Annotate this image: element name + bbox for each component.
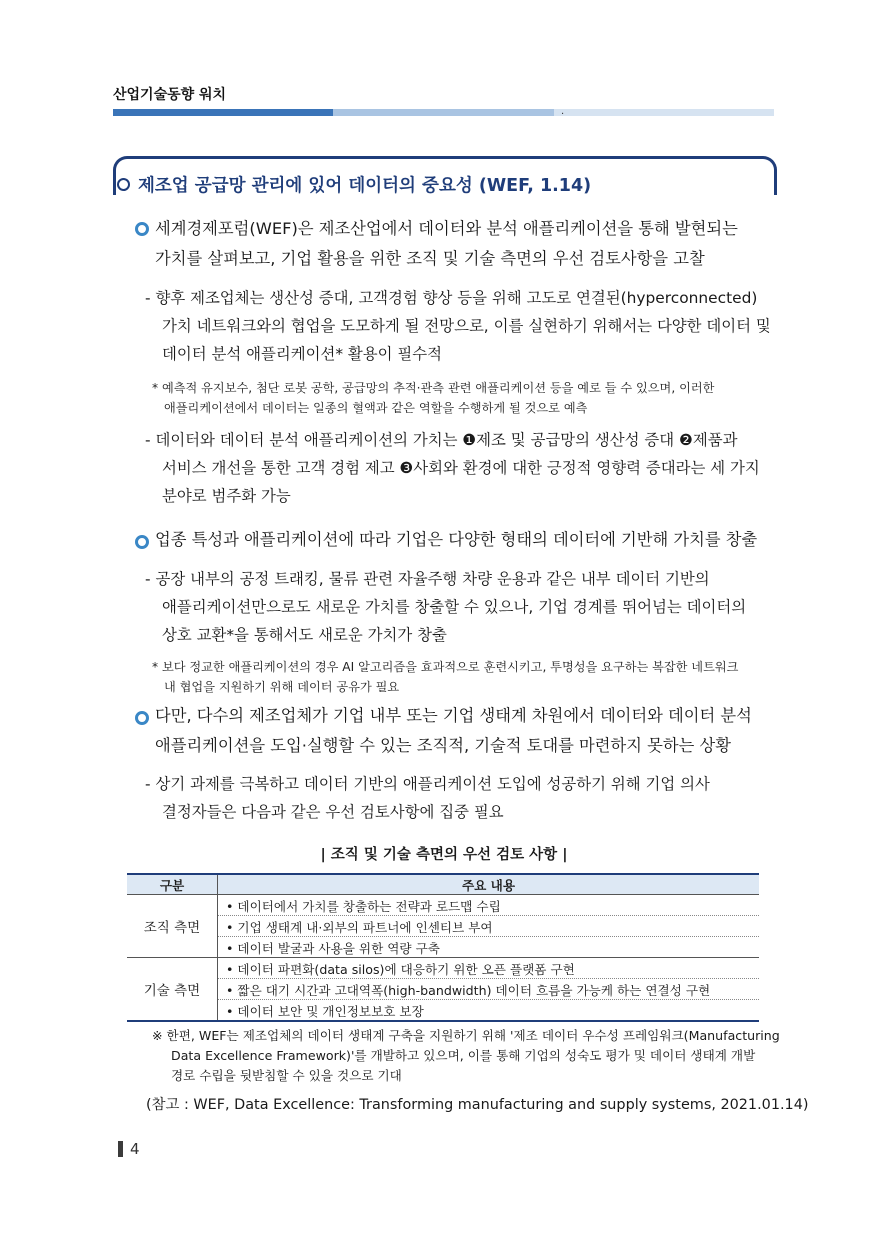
reference-citation: (참고 : WEF, Data Excellence: Transforming manufacturing and supply systems, 2021.01.14) [146,1097,809,1113]
note-2-line-1: * 보다 정교한 애플리케이션의 경우 AI 알고리즘을 효과적으로 훈련시키고, 투명성을 요구하는 복잡한 네트워크 [152,660,739,674]
dash-2-line-1: - 데이터와 데이터 분석 애플리케이션의 가치는 ❶제조 및 공급망의 생산성 증대 ❷제품과 [145,431,738,449]
table-header-category: 구분 [127,874,218,895]
table-row [127,1000,759,1022]
table-row [127,916,759,937]
table-title: | 조직 및 기술 측면의 우선 검토 사항 | [320,847,568,863]
bullet-2-line-1: 업종 특성과 애플리케이션에 따라 기업은 다양한 형태의 데이터에 기반해 가치를 창출 [155,530,758,549]
note-1-line-2: 애플리케이션에서 데이터는 일종의 혈액과 같은 역할을 수행하게 될 것으로 예측 [164,401,588,415]
dash-2-line-2: 서비스 개선을 통한 고객 경험 제고 ❸사회와 환경에 대한 긍정적 영향력 증대라는 세 가지 [162,459,760,477]
running-header: 산업기술동향 워치 [113,87,227,103]
table-cell: • 기업 생태계 내·외부의 파트너에 인센티브 부여 [218,916,760,937]
table-cell: • 데이터 파편화(data silos)에 대응하기 위한 오픈 플랫폼 구현 [218,958,760,979]
dash-1-line-2: 가치 네트워크와의 협업을 도모하게 될 전망으로, 이를 실현하기 위해서는 다양한 데이터 및 [162,317,771,335]
footer-note-line-1: ※ 한편, WEF는 제조업체의 데이터 생태계 구축을 지원하기 위해 '제조 데이터 우수성 프레임워크(Manufacturing [152,1028,780,1043]
bullet-ring-icon [135,535,149,549]
bullet-1-line-2: 가치를 살펴보고, 기업 활용을 위한 조직 및 기술 측면의 우선 검토사항을 고찰 [155,249,705,268]
table-cell: • 데이터 발굴과 사용을 위한 역량 구축 [218,937,760,958]
table-category-cell: 기술 측면 [127,958,218,1022]
header-color-bar [113,109,774,116]
dash-4-line-1: - 상기 과제를 극복하고 데이터 기반의 애플리케이션 도입에 성공하기 위해 기업 의사 [145,775,710,793]
footer-note-line-2: Data Excellence Framework)'를 개발하고 있으며, 이를 통해 기업의 성숙도 평가 및 데이터 생태계 개발 [171,1048,756,1063]
table-row [127,937,759,958]
bullet-1-line-1: 세계경제포럼(WEF)은 제조산업에서 데이터와 분석 애플리케이션을 통해 발현되는 [155,219,738,238]
table-header-row [127,874,759,895]
priority-review-table [127,873,759,1022]
dash-3-line-3: 상호 교환*을 통해서도 새로운 가치가 창출 [162,626,447,644]
section-title: 제조업 공급망 관리에 있어 데이터의 중요성 (WEF, 1.14) [138,176,592,196]
bullet-3-line-2: 애플리케이션을 도입·실행할 수 있는 조직적, 기술적 토대를 마련하지 못하는 상황 [155,736,731,755]
dash-3-line-2: 애플리케이션만으로도 새로운 가치를 창출할 수 있으나, 기업 경계를 뛰어넘는 데이터의 [162,598,747,616]
table-cell: • 데이터에서 가치를 창출하는 전략과 로드맵 수립 [218,895,760,916]
bullet-ring-icon [135,222,149,236]
table-header-content: 주요 내용 [218,874,760,895]
dash-2-line-3: 분야로 범주화 가능 [162,487,291,505]
header-dot: . [561,106,565,117]
bullet-ring-icon [135,711,149,725]
header-bar-light [554,109,774,116]
table-row [127,979,759,1000]
table-row [127,958,759,979]
section-circle-icon [117,178,130,191]
header-bar-dark [113,109,333,116]
dash-4-line-2: 결정자들은 다음과 같은 우선 검토사항에 집중 필요 [162,803,504,821]
table-row [127,895,759,916]
note-2-line-2: 내 협업을 지원하기 위해 데이터 공유가 필요 [164,680,400,694]
table-cell: • 데이터 보안 및 개인정보보호 보장 [218,1000,760,1022]
table-category-cell: 조직 측면 [127,895,218,958]
footer-note-line-3: 경로 수립을 뒷받침할 수 있을 것으로 기대 [171,1068,402,1083]
dash-3-line-1: - 공장 내부의 공정 트래킹, 물류 관련 자율주행 차량 운용과 같은 내부 데이터 기반의 [145,570,710,588]
dash-1-line-3: 데이터 분석 애플리케이션* 활용이 필수적 [162,345,443,363]
header-bar-mid [333,109,554,116]
page-number: 4 [130,1140,140,1158]
note-1-line-1: * 예측적 유지보수, 첨단 로봇 공학, 공급망의 추적·관측 관련 애플리케이션 등을 예로 들 수 있으며, 이러한 [152,381,715,395]
bullet-3-line-1: 다만, 다수의 제조업체가 기업 내부 또는 기업 생태계 차원에서 데이터와 데이터 분석 [155,706,752,725]
page-number-bar [118,1141,123,1157]
dash-1-line-1: - 향후 제조업체는 생산성 증대, 고객경험 향상 등을 위해 고도로 연결된(hyperconnected) [145,289,758,307]
table-cell: • 짧은 대기 시간과 고대역폭(high-bandwidth) 데이터 흐름을 가능케 하는 연결성 구현 [218,979,760,1000]
